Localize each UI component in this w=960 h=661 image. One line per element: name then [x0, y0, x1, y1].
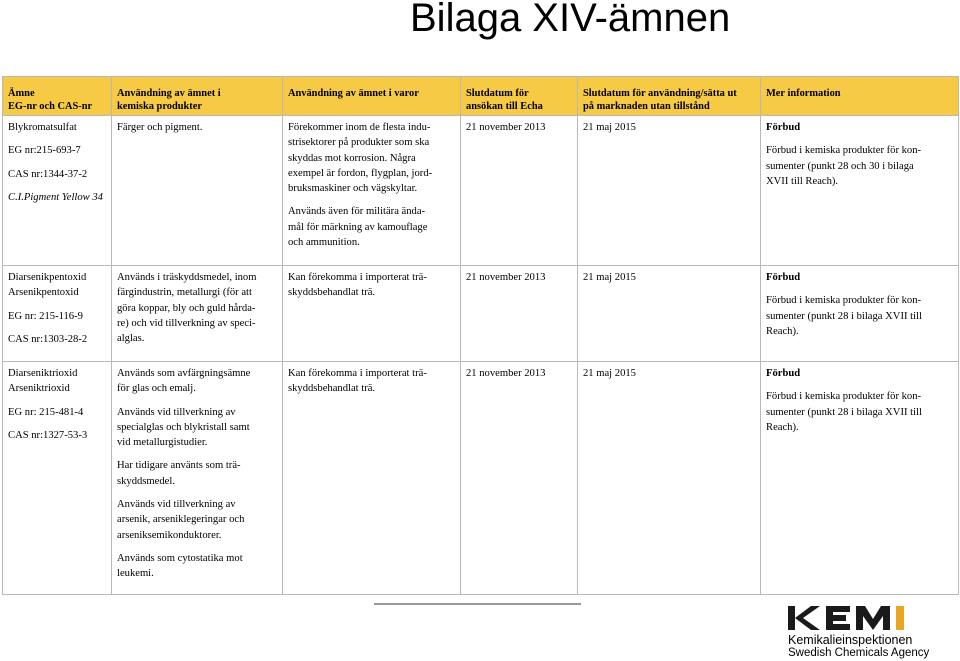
header-substance: Ämne EG-nr och CAS-nr [3, 77, 112, 116]
page-title: Bilaga XIV-ämnen [410, 0, 731, 40]
header-more-info: Mer information [761, 77, 959, 116]
divider-line [374, 603, 581, 605]
logo-letter-e-mid [826, 615, 846, 621]
substance-cell: Blykromatsulfat EG nr:215-693-7 CAS nr:1344-37-2 C.I.Pigment Yellow 34 [3, 116, 112, 266]
more-info-cell: Förbud Förbud i kemiska produkter för kon- sumenter (punkt 28 och 30 i bilaga XVII till Reach). [761, 116, 959, 266]
header-deadline-application: Slutdatum för ansökan till Echa [461, 77, 578, 116]
deadline-application-cell: 21 november 2013 [461, 266, 578, 362]
substance-table [2, 76, 959, 595]
use-articles-cell: Förekommer inom de flesta indu- strisektorer på produkter som ska skyddas mot korrosion. Några exempel är fordon, flygplan, jord- bruksmaskiner och vägskyltar. Används även för militära ända- mål för märkning av kamouflage och ammunition. [283, 116, 461, 266]
header-use-articles: Användning av ämnet i varor [283, 77, 461, 116]
use-chemical-cell: Färger och pigment. [112, 116, 283, 266]
logo-letter-k-stem [788, 606, 795, 630]
logo-letter-e-bottom [826, 624, 850, 630]
kemi-logo [786, 604, 938, 660]
more-info-cell: Förbud Förbud i kemiska produkter för kon- sumenter (punkt 28 i bilaga XVII till Reach). [761, 362, 959, 595]
logo-letter-k-arm [795, 606, 820, 630]
logo-letter-i [896, 606, 904, 630]
substance-cell: Diarseniktrioxid Arseniktrioxid EG nr: 215-481-4 CAS nr:1327-53-3 [3, 362, 112, 595]
use-articles-cell: Kan förekomma i importerat trä- skyddsbehandlat trä. [283, 266, 461, 362]
use-chemical-cell: Används i träskyddsmedel, inom färgindustrin, metallurgi (för att göra koppar, bly och guld hårda- re) och vid tillverkning av speci- alglas. [112, 266, 283, 362]
use-chemical-cell: Används som avfärgningsämne för glas och emalj. Används vid tillverkning av specialglas och blykristall samt vid metallurgistudier. Har tidigare använts som trä- skyddsmedel. Används vid tillverkning av arsenik, arseniklegeringar och arseniksemikonduktorer. Används som cytostatika mot leukemi. [112, 362, 283, 595]
kemi-wordmark-icon [786, 604, 936, 632]
header-use-chemical: Användning av ämnet i kemiska produkter [112, 77, 283, 116]
table-row [3, 362, 959, 595]
deadline-use-cell: 21 maj 2015 [578, 362, 761, 595]
deadline-use-cell: 21 maj 2015 [578, 266, 761, 362]
table-row [3, 266, 959, 362]
substance-cell: Diarsenikpentoxid Arsenikpentoxid EG nr: 215-116-9 CAS nr:1303-28-2 [3, 266, 112, 362]
use-articles-cell: Kan förekomma i importerat trä- skyddsbehandlat trä. [283, 362, 461, 595]
logo-subtitle: Swedish Chemicals Agency [788, 647, 930, 659]
deadline-application-cell: 21 november 2013 [461, 362, 578, 595]
table-row [3, 116, 959, 266]
deadline-use-cell: 21 maj 2015 [578, 116, 761, 266]
more-info-cell: Förbud Förbud i kemiska produkter för kon- sumenter (punkt 28 i bilaga XVII till Reach). [761, 266, 959, 362]
deadline-application-cell: 21 november 2013 [461, 116, 578, 266]
logo-letter-e-top [826, 606, 850, 612]
header-deadline-use: Slutdatum för användning/sätta ut på marknaden utan tillstånd [578, 77, 761, 116]
logo-letter-m [856, 606, 890, 630]
logo-name: Kemikalieinspektionen [788, 633, 913, 647]
table-header-row [3, 77, 959, 116]
